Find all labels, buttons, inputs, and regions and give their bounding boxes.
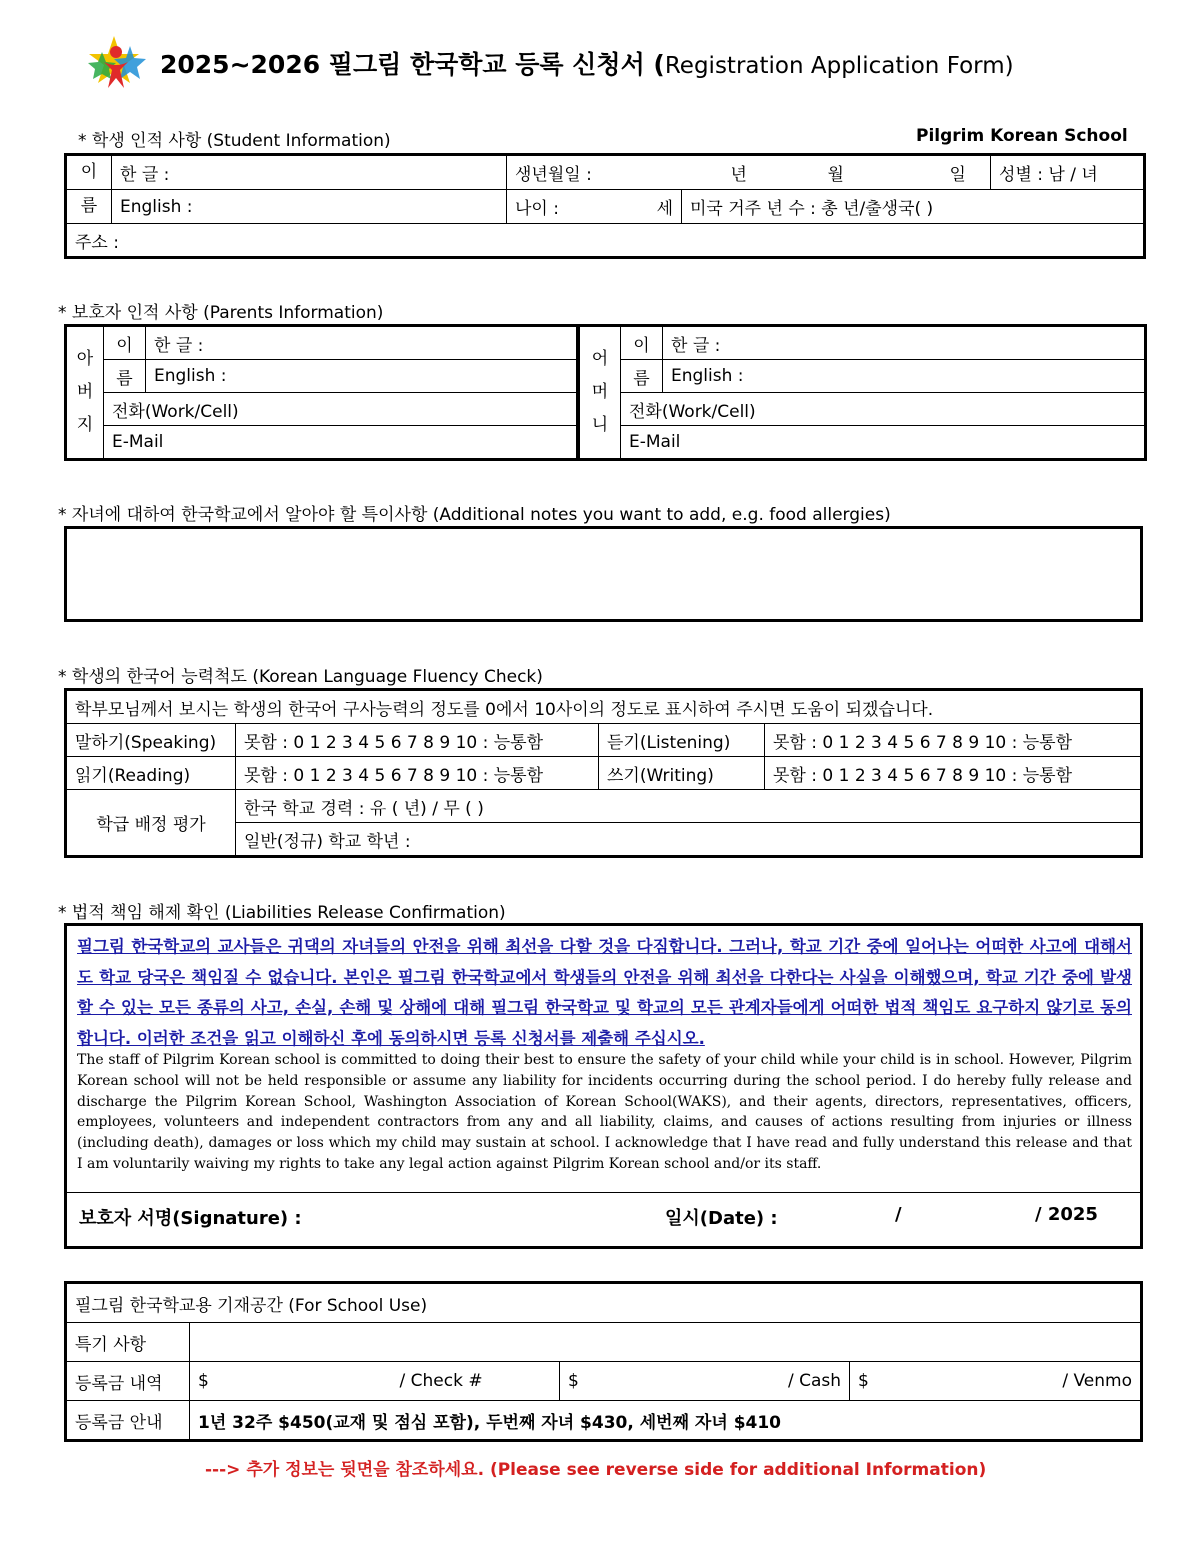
age-field[interactable]: [507, 190, 682, 224]
father-korean-name-field[interactable]: 한 글 :: [146, 326, 578, 360]
school-use-table: [64, 1281, 1143, 1442]
title-korean: 2025~2026 필그림 한국학교 등록 신청서 (: [160, 50, 665, 79]
father-name-label-top: 이: [104, 326, 146, 360]
reading-label: 읽기(Reading): [66, 757, 236, 790]
name-label-top: 이: [66, 155, 112, 190]
father-phone-field[interactable]: 전화(Work/Cell): [104, 393, 578, 426]
tuition-info: 1년 32주 $450(교재 및 점심 포함), 두번째 자녀 $430, 세번째 자녀 $410: [190, 1401, 1142, 1441]
page-title: [160, 45, 1014, 81]
gender-field[interactable]: 성별 : 남 / 녀: [991, 155, 1145, 190]
venmo-field[interactable]: [850, 1362, 1142, 1401]
cash-label: / Cash: [787, 1371, 841, 1391]
venmo-dollar: $: [858, 1371, 869, 1391]
cash-dollar: $: [568, 1371, 579, 1391]
mother-char-2: 머: [591, 382, 609, 402]
special-notes-label: 특기 사항: [66, 1323, 190, 1362]
name-label-bottom: 름: [66, 190, 112, 224]
signature-label[interactable]: 보호자 서명(Signature) :: [79, 1208, 302, 1229]
date-label[interactable]: 일시(Date) :: [665, 1208, 778, 1229]
venmo-label: / Venmo: [1062, 1371, 1132, 1391]
signature-divider: [67, 1192, 1140, 1193]
mother-table: [577, 324, 1147, 461]
father-char-2: 버: [76, 382, 94, 402]
check-dollar: $: [198, 1371, 209, 1391]
reading-scale[interactable]: 못함 : 0 1 2 3 4 5 6 7 8 9 10 : 능통함: [236, 757, 599, 790]
experience-field[interactable]: 한국 학교 경력 : 유 ( 년) / 무 ( ): [236, 790, 1142, 823]
student-info-table: [64, 153, 1146, 259]
fluency-table: [64, 688, 1143, 858]
special-notes-field[interactable]: [190, 1323, 1142, 1362]
fluency-section-title: * 학생의 한국어 능력척도 (Korean Language Fluency Check): [58, 667, 543, 687]
notes-textarea[interactable]: [64, 526, 1143, 622]
liability-english-text: The staff of Pilgrim Korean school is committed to doing their best to ensure the safety of your child while your child is in school. However, Pilgrim Korean school will not be held responsible or assume any liability for incidents occurring during the school period. I do hereby fully release and discharge the Pilgrim Korean School, Washington Association of Korean School(WAKS), and their agents, directors, representatives, officers, employees, volunteers and independent contractors from any and all liability, claims, and causes of actions resulting from injuries or illness (including death), damages or loss which my child may sustain at school. I acknowledge that I have read and fully understand this release and that I am voluntarily waiving my rights to take any legal action against Pilgrim Korean school and/or its staff.: [77, 1052, 1132, 1172]
speaking-label: 말하기(Speaking): [66, 724, 236, 757]
listening-scale[interactable]: 못함 : 0 1 2 3 4 5 6 7 8 9 10 : 능통함: [765, 724, 1142, 757]
us-years-field[interactable]: 미국 거주 년 수 : 총 년/출생국( ): [682, 190, 1145, 224]
liability-section-title: * 법적 책임 해제 확인 (Liabilities Release Confirmation): [58, 903, 506, 923]
address-field[interactable]: 주소 :: [66, 224, 1145, 258]
dob-month: 월: [827, 165, 844, 185]
writing-label: 쓰기(Writing): [599, 757, 765, 790]
mother-email-field[interactable]: E-Mail: [621, 426, 1146, 460]
pilgrim-star-logo: [84, 32, 148, 96]
dob-day: 일: [949, 165, 966, 185]
mother-phone-field[interactable]: 전화(Work/Cell): [621, 393, 1146, 426]
mother-char-3: 니: [591, 415, 609, 435]
date-year: / 2025: [1035, 1204, 1098, 1225]
mother-char-1: 어: [591, 349, 609, 369]
notes-section-title: * 자녀에 대하여 한국학교에서 알아야 할 특이사항 (Additional notes you want to add, e.g. food allergies): [58, 505, 891, 525]
check-field[interactable]: [190, 1362, 560, 1401]
dob-year: 년: [730, 165, 747, 185]
mother-label: [579, 326, 621, 460]
dob-label: 생년월일 :: [515, 165, 592, 185]
school-use-title: 필그림 한국학교용 기재공간 (For School Use): [66, 1283, 1142, 1323]
age-unit: 세: [656, 199, 673, 219]
tuition-label: 등록금 안내: [66, 1401, 190, 1441]
fluency-instruction: 학부모님께서 보시는 학생의 한국어 구사능력의 정도를 0에서 10사이의 정도로 표시하여 주시면 도움이 되겠습니다.: [66, 690, 1142, 724]
student-english-name-field[interactable]: English :: [112, 190, 507, 224]
father-name-label-bottom: 름: [104, 360, 146, 393]
placement-label: 학급 배정 평가: [66, 790, 236, 857]
mother-korean-name-field[interactable]: 한 글 :: [663, 326, 1146, 360]
mother-name-label-bottom: 름: [621, 360, 663, 393]
father-char-3: 지: [76, 415, 94, 435]
check-label: / Check #: [399, 1371, 483, 1391]
father-email-field[interactable]: E-Mail: [104, 426, 578, 460]
cash-field[interactable]: [560, 1362, 850, 1401]
age-label: 나이 :: [515, 199, 559, 219]
liability-korean-text: 필그림 한국학교의 교사들은 귀댁의 자녀들의 안전을 위해 최선을 다할 것을 다짐합니다. 그러나, 학교 기간 중에 일어나는 어떠한 사고에 대해서도 학교 당국은 책임질 수 없습니다. 본인은 필그림 한국학교에서 학생들의 안전을 위해 최선을 다한다는 사실을 이해했으며, 학교 기간 중에 발생할 수 있는 모든 종류의 사고, 손실, 손해 및 상해에 대해 필그림 한국학교 및 학교의 모든 관계자들에게 어떠한 법적 책임도 요구하지 않기로 동의합니다. 이러한 조건을 읽고 이해하신 후에 동의하시면 등록 신청서를 제출해 주십시오.: [77, 937, 1132, 1048]
mother-english-name-field[interactable]: English :: [663, 360, 1146, 393]
dob-field[interactable]: [507, 155, 991, 190]
reverse-side-note: ---> 추가 정보는 뒷면을 참조하세요. (Please see reverse side for additional Information): [205, 1460, 987, 1480]
school-name: Pilgrim Korean School: [916, 126, 1128, 146]
student-section-title: * 학생 인적 사항 (Student Information): [78, 131, 391, 151]
grade-field[interactable]: 일반(정규) 학교 학년 :: [236, 823, 1142, 857]
payment-label: 등록금 내역: [66, 1362, 190, 1401]
father-table: [64, 324, 579, 461]
student-korean-name-field[interactable]: 한 글 :: [112, 155, 507, 190]
father-label: [66, 326, 104, 460]
father-english-name-field[interactable]: English :: [146, 360, 578, 393]
parents-section-title: * 보호자 인적 사항 (Parents Information): [58, 303, 384, 323]
listening-label: 듣기(Listening): [599, 724, 765, 757]
liability-box: [64, 923, 1143, 1249]
speaking-scale[interactable]: 못함 : 0 1 2 3 4 5 6 7 8 9 10 : 능통함: [236, 724, 599, 757]
date-slash: /: [895, 1204, 902, 1225]
writing-scale[interactable]: 못함 : 0 1 2 3 4 5 6 7 8 9 10 : 능통함: [765, 757, 1142, 790]
father-char-1: 아: [76, 349, 94, 369]
title-english: Registration Application Form): [664, 53, 1014, 79]
mother-name-label-top: 이: [621, 326, 663, 360]
